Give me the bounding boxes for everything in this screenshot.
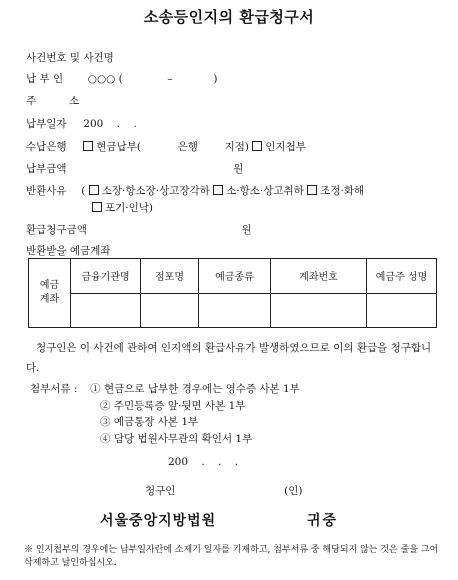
bank-option-cash: 현금납부( [96,141,141,153]
cell-account-number[interactable] [271,293,367,328]
reason-row [26,183,364,198]
reason-option-4: 포기·인낙) [105,202,154,214]
header-account-number: 계좌번호 [271,259,367,294]
claimant-label: 청구인 [145,485,176,497]
payer-row [26,71,217,86]
payer-close: ) [213,73,218,85]
court-suffix: 귀중 [307,513,339,529]
pay-date-label: 납부일자 [26,118,67,130]
document-title: 소송등인지의 환급청구서 [143,8,315,26]
account-label: 반환받을 예금계좌 [26,245,111,257]
header-bank: 금융기관명 [71,259,141,294]
attachment-item-4: ④ 담당 법원사무관의 확인서 1부 [100,432,253,445]
reason-checkbox-2[interactable] [213,185,223,195]
header-deposit-type: 예금종류 [199,259,271,294]
amount-row [26,161,243,176]
amount-label: 납부금액 [26,163,67,175]
reason-label: 반환사유 [26,185,67,197]
bank-bank-label: 은행 [177,141,198,153]
court-name: 서울중앙지방법원 [100,513,217,529]
attachments [30,381,300,447]
attachment-item-3: ③ 예금통장 사본 1부 [100,416,199,428]
attachment-item-2: ② 주민등록증 앞·뒷면 사본 1부 [100,399,246,412]
account-table [28,258,437,328]
date-line: 200 . . . [168,456,239,468]
reason-option-3: 조정·화해 [320,185,365,197]
address-label-1: 주 [26,95,37,107]
pay-date-value: 200 . . [83,118,137,130]
amount-won: 원 [233,163,244,175]
refund-label: 환급청구금액 [26,224,87,236]
bank-option-stamp: 인지첩부 [265,141,306,153]
cell-holder-name[interactable] [367,293,437,328]
claimant-row [145,483,302,498]
refund-won: 원 [241,224,252,236]
case-row [26,50,114,65]
account-row-label: 예금 계좌 [29,259,71,328]
payer-value: ○○○ ( [87,73,123,85]
payer-label: 납 부 인 [26,73,64,85]
reason-row-2 [92,200,153,215]
refund-row [26,222,252,237]
address-row [26,93,79,108]
cell-bank[interactable] [71,293,141,328]
reason-checkbox-4[interactable] [92,202,102,212]
payer-dash: – [167,73,173,85]
header-holder-name: 예금주 성명 [367,259,437,294]
reason-checkbox-3[interactable] [307,185,317,195]
address-label-2: 소 [68,95,79,107]
account-row [26,243,110,258]
statement: 청구인은 이 사건에 관하여 인지액의 환급사유가 발생하였으므로 이의 환급을 청구합니다. [26,342,432,374]
reason-checkbox-1[interactable] [89,185,99,195]
bank-row [26,139,306,154]
header-branch: 점포명 [141,259,199,294]
seal-mark: (인) [284,485,303,497]
attachments-label: 첨부서류 : [30,383,78,395]
footnote: ※ 인지첩부의 경우에는 납부일자란에 소제기 일자를 기재하고, 첨부서류 중 해당되지 않는 것은 줄을 그어 삭제하고 날인하십시오. [24,545,439,568]
bank-branch-label: 지점) [224,141,249,153]
reason-option-2: 소·항소·상고취하 [226,185,304,197]
pay-date-row [26,116,137,131]
stamp-checkbox[interactable] [252,141,262,151]
reason-option-1: 소장·항소장·상고장각하 [101,185,210,197]
cell-deposit-type[interactable] [199,293,271,328]
attachment-item-1: ① 현금으로 납부한 경우에는 영수증 사본 1부 [90,383,300,395]
cash-checkbox[interactable] [83,141,93,151]
case-label: 사건번호 및 사건명 [26,52,114,64]
bank-label: 수납은행 [26,141,67,153]
reason-open: ( [81,185,86,197]
cell-branch[interactable] [141,293,199,328]
